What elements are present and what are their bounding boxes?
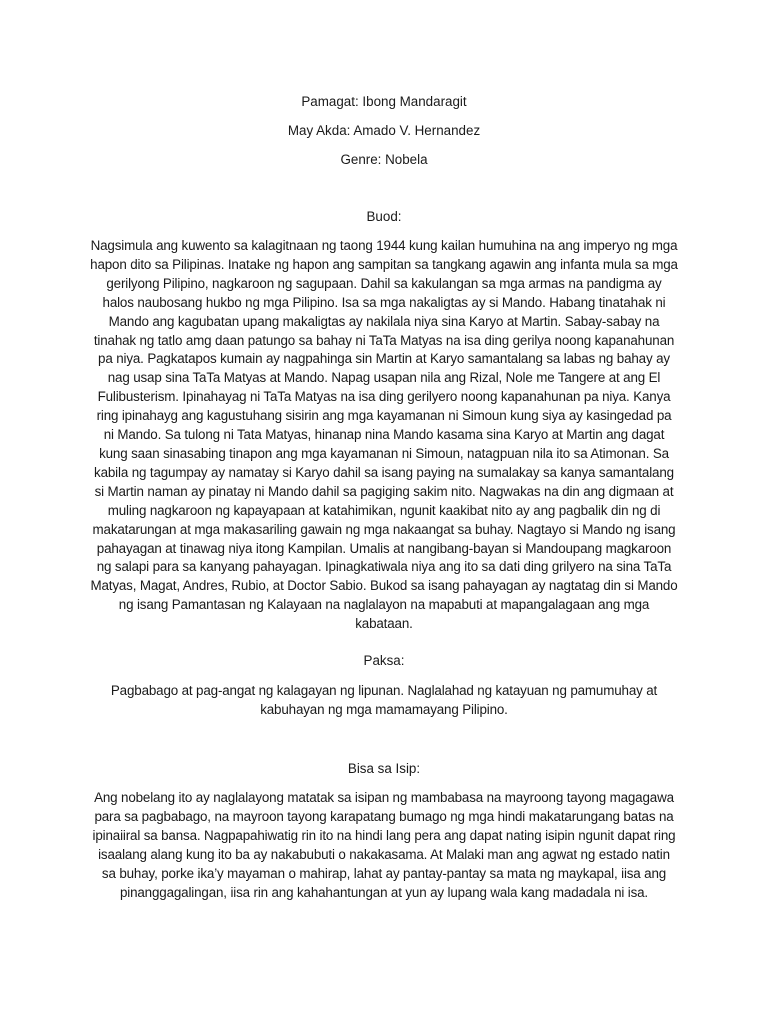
- paksa-heading: Paksa:: [363, 653, 405, 668]
- title-line: Pamagat: Ibong Mandaragit: [301, 94, 467, 109]
- buod-paragraph: Nagsimula ang kuwento sa kalagitnaan ng taong 1944 kung kailan humuhina na ang imperyo ng mga hapon dito sa Pilipinas. Inatake ng hapon ang sampitan sa tangkang agawin ang infanta mula sa mga gerilyong Pilipino, nagkaroon ng sagupaan. Dahil sa kakulangan sa mga armas na pandigma ay halos naubosang hukbo ng mga Pilipino. Isa sa mga nakaligtas ay si Mando. Habang tinatahak ni Mando ang kagubatan upang makaligtas ay nakilala niya sina Karyo at Martin. Sabay-sabay na tinahak ng tatlo amg daan patungo sa bahay ni TaTa Matyas na isa ding gerilya noong kapanahunan pa niya. Pagkatapos kumain ay nagpahinga sin Martin at Karyo samantalang sa labas ng bahay ay nag usap sina TaTa Matyas at Mando. Napag usapan nila ang Rizal, Nole me Tangere at ang El Fulibusterism. Ipinahayag ni TaTa Matyas na isa ding gerilyero noong kapanahunan pa niya. Kanya ring ipinahayg ang kagustuhang sisirin ang mga kayamanan ni Simoun kung siya ay kasingedad pa ni Mando. Sa tulong ni Tata Matyas, hinanap nina Mando kasama sina Karyo at Martin ang dagat kung saan sinasabing tinapon ang mga kayamanan ni Simoun, natagpuan nila ito sa Atimonan. Sa kabila ng tagumpay ay namatay si Karyo dahil sa isang paying na sumalakay sa kanya samantalang si Martin naman ay pinatay ni Mando dahil sa pagiging sakim nito. Nagwakas na din ang digmaan at muling nagkaroon ng kapayapaan at katahimikan, ngunit kaakibat nito ay ang pagbalik din ng di makatarungan at mga makasariling gawain ng mga nakaangat sa buhay. Nagtayo si Mando ng isang pahayagan at tinawag niya itong Kampilan. Umalis at nangibang-bayan si Mandoupang magkaroon ng salapi para sa kanyang pahayagan. Ipinagkatiwala niya ang ito sa dati ding grilyero na sina TaTa Matyas, Magat, Andres, Rubio, at Doctor Sabio. Bukod sa isang pahayagan ay nagtatag din si Mando ng isang Pamantasan ng Kalayaan na naglalayon na mapabuti at mapangalagaan ang mga kabataan.: [90, 238, 678, 632]
- bisa-paragraph: Ang nobelang ito ay naglalayong matatak sa isipan ng mambabasa na mayroong tayong magagawa para sa pagbabago, na mayroon tayong karapatang bumago ng mga hindi makatarungang batas na ipinaiiral sa bansa. Nagpapahiwatig rin ito na hindi lang pera ang dapat nating isipin ngunit dapat ring isaalang alang kung ito ba ay nakabubuti o nakakasama. At Malaki man ang agwat ng estado natin sa buhay, porke ika’y mayaman o mahirap, lahat ay pantay-pantay sa mata ng maykapal, iisa ang pinanggagalingan, iisa rin ang kahahantungan at yun ay lupang wala kang madadala ni isa.: [92, 790, 676, 900]
- bisa-heading: Bisa sa Isip:: [347, 761, 421, 776]
- author-line: May Akda: Amado V. Hernandez: [287, 123, 481, 138]
- buod-heading: Buod:: [366, 209, 402, 224]
- paksa-paragraph: Pagbabago at pag-angat ng kalagayan ng lipunan. Naglalahad ng katayuan ng pamumuhay at kabuhayan ng mga mamamayang Pilipino.: [110, 683, 658, 717]
- genre-line: Genre: Nobela: [340, 152, 428, 167]
